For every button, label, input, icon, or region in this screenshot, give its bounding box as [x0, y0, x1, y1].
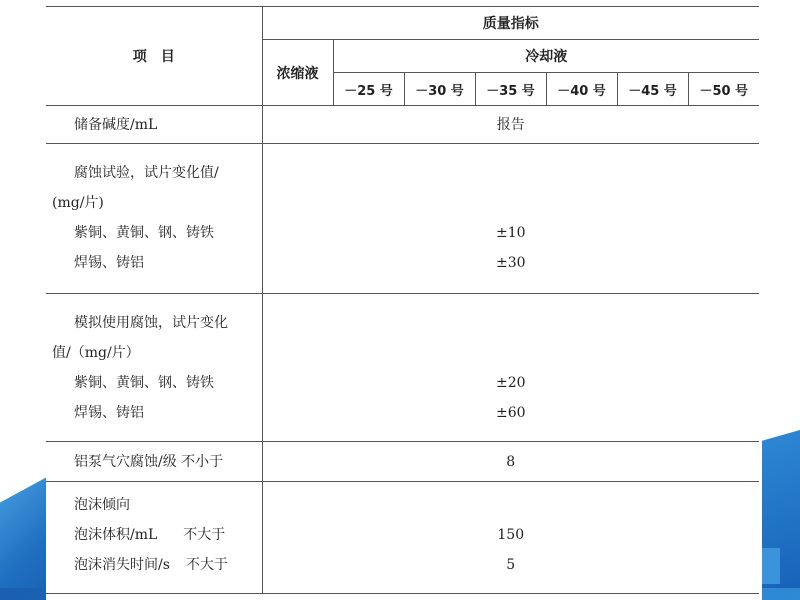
header-concentrate: 浓缩液	[262, 40, 333, 106]
foam-line1: 泡沫倾向	[74, 497, 130, 513]
row-label-pump	[46, 442, 262, 482]
pump-limit: 不小于	[181, 453, 224, 470]
alkalinity-label: 储备碱度/mL	[74, 116, 158, 133]
corrosion-line1: 腐蚀试验，试片变化值/	[74, 165, 219, 181]
grade-header: －45 号	[617, 73, 688, 106]
foam-time-limit: 不大于	[185, 557, 228, 573]
row-label-corrosion	[46, 144, 262, 294]
row-label-alkalinity	[46, 106, 262, 144]
sim-corrosion-value2: ±60	[495, 405, 526, 421]
grade-header: －40 号	[546, 73, 617, 106]
row-value-alkalinity: 报告	[262, 106, 759, 144]
sim-corrosion-line4: 焊锡、铸铝	[74, 405, 144, 421]
decorative-block	[762, 548, 780, 584]
row-values-foam	[262, 482, 759, 594]
header-coolant: 冷却液	[333, 40, 759, 73]
foam-value1: 150	[497, 527, 525, 543]
document-sheet	[46, 0, 762, 600]
sim-corrosion-line1: 模拟使用腐蚀，试片变化	[74, 315, 228, 331]
foam-time-label: 泡沫消失时间/s	[74, 557, 170, 573]
corrosion-value2: ±30	[495, 255, 526, 271]
grade-header: －50 号	[688, 73, 759, 106]
corrosion-line2: (mg/片)	[52, 195, 104, 211]
row-values-sim-corrosion	[262, 294, 759, 442]
grade-header: －25 号	[333, 73, 404, 106]
foam-volume-limit: 不大于	[183, 527, 226, 543]
foam-line3	[74, 550, 256, 580]
row-value-pump: 8	[262, 442, 759, 482]
foam-volume-label: 泡沫体积/mL	[74, 527, 158, 543]
header-quality: 质量指标	[262, 7, 759, 40]
row-label-foam	[46, 482, 262, 594]
row-label-sim-corrosion	[46, 294, 262, 442]
corrosion-line4: 焊锡、铸铝	[74, 255, 144, 271]
sim-corrosion-value1: ±20	[495, 375, 526, 391]
grade-header: －35 号	[475, 73, 546, 106]
quality-spec-table	[46, 6, 759, 594]
foam-line2	[74, 520, 256, 550]
grade-header: －30 号	[404, 73, 475, 106]
pump-label: 铝泵气穴腐蚀/级	[74, 453, 177, 470]
corrosion-line3: 紫铜、黄铜、钢、铸铁	[74, 225, 214, 241]
sim-corrosion-line3: 紫铜、黄铜、钢、铸铁	[74, 375, 214, 391]
foam-value2: 5	[506, 557, 516, 573]
row-values-corrosion	[262, 144, 759, 294]
corrosion-value1: ±10	[495, 225, 526, 241]
sim-corrosion-line2: 值/（mg/片）	[52, 345, 140, 361]
header-item: 项 目	[46, 7, 262, 106]
